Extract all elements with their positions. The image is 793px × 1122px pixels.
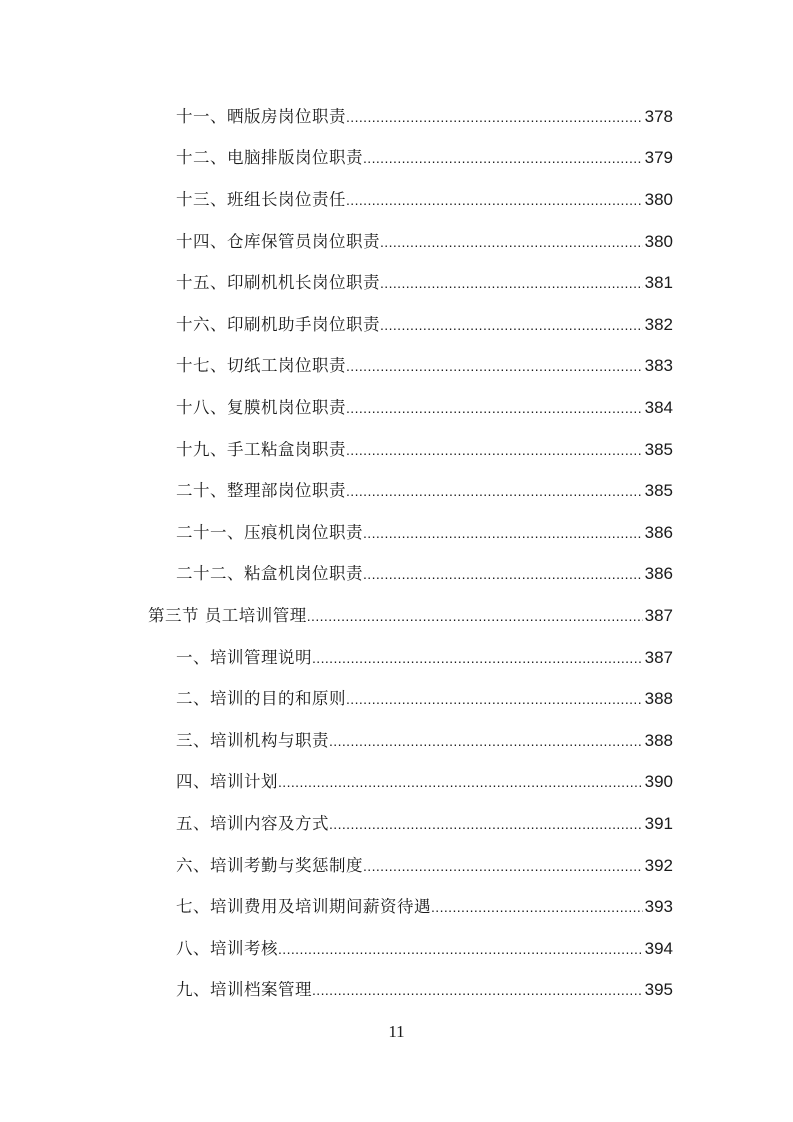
toc-entry-page: 379 — [644, 148, 673, 167]
toc-entry-page: 385 — [644, 440, 673, 459]
toc-dot-leader — [312, 643, 643, 673]
toc-dot-leader — [363, 518, 643, 548]
toc-entry-page: 378 — [644, 107, 673, 126]
page-number: 11 — [388, 1022, 405, 1041]
toc-entry-label: 十三、班组长岗位责任 — [176, 190, 346, 209]
toc-entry-page: 383 — [644, 356, 673, 375]
toc-entry[interactable] — [176, 435, 673, 465]
toc-entry-label: 九、培训档案管理 — [176, 980, 312, 999]
toc-dot-leader — [346, 102, 643, 132]
toc-entry-label: 第三节 员工培训管理 — [148, 606, 307, 625]
toc-entry[interactable] — [176, 726, 673, 756]
toc-dot-leader — [363, 559, 643, 589]
toc-entry[interactable] — [176, 268, 673, 298]
toc-dot-leader — [307, 601, 643, 631]
toc-entry[interactable] — [176, 892, 673, 922]
toc-entry-page: 395 — [644, 980, 673, 999]
toc-dot-leader — [346, 351, 643, 381]
toc-entry-label: 四、培训计划 — [176, 772, 278, 791]
toc-dot-leader — [380, 310, 643, 340]
toc-entry[interactable] — [176, 934, 673, 964]
toc-dot-leader — [346, 393, 643, 423]
toc-entry-page: 380 — [644, 190, 673, 209]
toc-entry[interactable] — [176, 767, 673, 797]
toc-entry[interactable] — [176, 227, 673, 257]
toc-entry[interactable] — [176, 476, 673, 506]
toc-entry-label: 五、培训内容及方式 — [176, 814, 329, 833]
toc-entry-label: 一、培训管理说明 — [176, 648, 312, 667]
toc-entry[interactable] — [176, 975, 673, 1005]
toc-dot-leader — [346, 185, 643, 215]
toc-dot-leader — [329, 726, 643, 756]
toc-dot-leader — [278, 767, 643, 797]
toc-dot-leader — [363, 143, 643, 173]
toc-entry-label: 十二、电脑排版岗位职责 — [176, 148, 363, 167]
toc-entry-label: 二十、整理部岗位职责 — [176, 481, 346, 500]
toc-entry-label: 十四、仓库保管员岗位职责 — [176, 232, 380, 251]
toc-entry-label: 十七、切纸工岗位职责 — [176, 356, 346, 375]
toc-entry-label: 二、培训的目的和原则 — [176, 689, 346, 708]
toc-entry-page: 393 — [644, 897, 673, 916]
toc-entry-label: 十五、印刷机机长岗位职责 — [176, 273, 380, 292]
toc-entry[interactable] — [176, 143, 673, 173]
toc-entry-page: 380 — [644, 232, 673, 251]
toc-entry-page: 386 — [644, 523, 673, 542]
toc-entry-page: 392 — [644, 856, 673, 875]
toc-dot-leader — [346, 476, 643, 506]
toc-dot-leader — [363, 851, 643, 881]
toc-dot-leader — [329, 809, 643, 839]
toc-entry-label: 六、培训考勤与奖惩制度 — [176, 856, 363, 875]
toc-entry-page: 381 — [644, 273, 673, 292]
toc-entry-page: 387 — [644, 648, 673, 667]
toc-entry-page: 387 — [644, 606, 673, 625]
toc-entry-page: 388 — [644, 689, 673, 708]
toc-entry-page: 386 — [644, 564, 673, 583]
toc-entry[interactable] — [176, 559, 673, 589]
toc-entry[interactable] — [176, 393, 673, 423]
toc-entry[interactable] — [176, 809, 673, 839]
toc-entry[interactable] — [176, 851, 673, 881]
toc-entry-page: 391 — [644, 814, 673, 833]
toc-entry[interactable] — [176, 518, 673, 548]
toc-dot-leader — [380, 227, 643, 257]
toc-entry[interactable] — [176, 351, 673, 381]
toc-entry[interactable] — [176, 102, 673, 132]
toc-entry-label: 二十一、压痕机岗位职责 — [176, 523, 363, 542]
toc-section-entry[interactable] — [148, 601, 673, 631]
toc-entry[interactable] — [176, 185, 673, 215]
toc-entry-label: 十一、晒版房岗位职责 — [176, 107, 346, 126]
toc-entry-label: 十六、印刷机助手岗位职责 — [176, 315, 380, 334]
toc-entry[interactable] — [176, 684, 673, 714]
toc-entry-label: 十八、复膜机岗位职责 — [176, 398, 346, 417]
toc-dot-leader — [312, 975, 643, 1005]
toc-entry-page: 382 — [644, 315, 673, 334]
toc-dot-leader — [278, 934, 643, 964]
toc-entry[interactable] — [176, 310, 673, 340]
toc-entry-page: 384 — [644, 398, 673, 417]
toc-entry-label: 二十二、粘盒机岗位职责 — [176, 564, 363, 583]
toc-entry-page: 385 — [644, 481, 673, 500]
toc-entry-page: 394 — [644, 939, 673, 958]
toc-dot-leader — [431, 892, 643, 922]
toc-entry-page: 388 — [644, 731, 673, 750]
toc-entry-label: 七、培训费用及培训期间薪资待遇 — [176, 897, 431, 916]
toc-dot-leader — [346, 684, 643, 714]
toc-entry-label: 十九、手工粘盒岗职责 — [176, 440, 346, 459]
toc-entry-label: 三、培训机构与职责 — [176, 731, 329, 750]
toc-dot-leader — [346, 435, 643, 465]
toc-entry-page: 390 — [644, 772, 673, 791]
toc-entry-label: 八、培训考核 — [176, 939, 278, 958]
toc-entry[interactable] — [176, 643, 673, 673]
toc-dot-leader — [380, 268, 643, 298]
